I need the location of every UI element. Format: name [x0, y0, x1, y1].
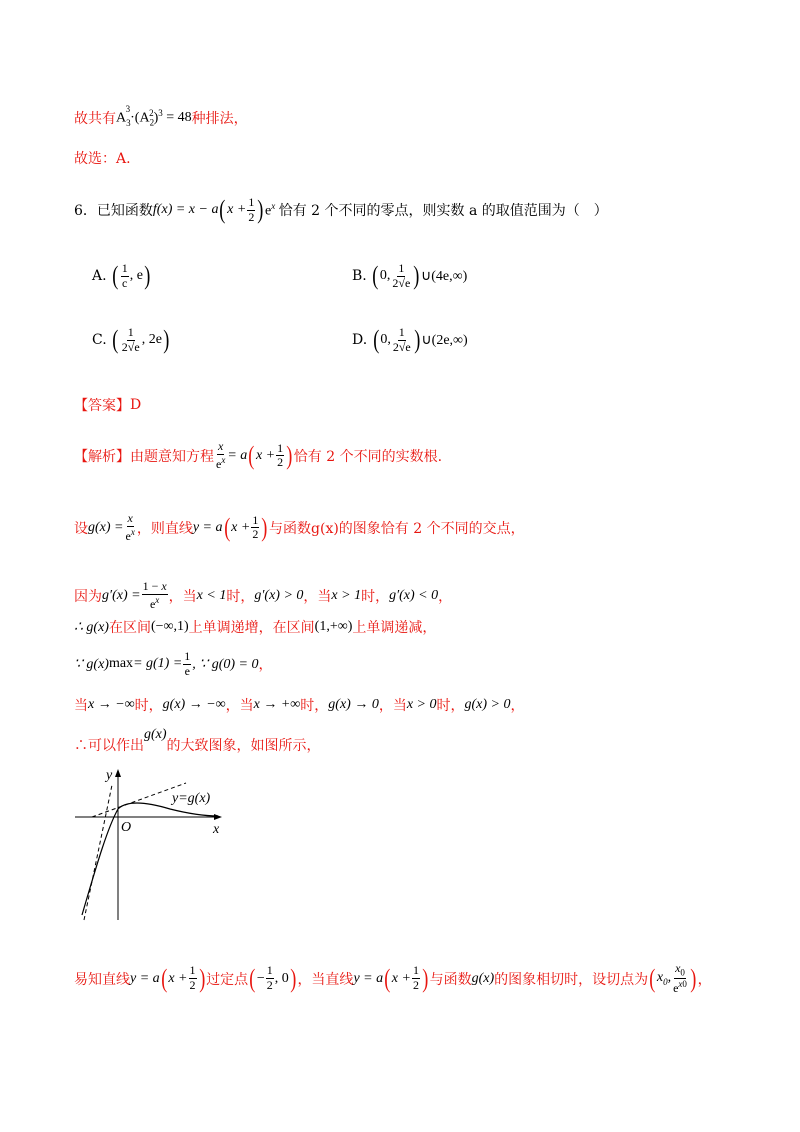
question-number: 6．已知函数	[74, 203, 153, 220]
option-c-text: , 2e	[141, 332, 162, 348]
text-prefix: 故共有	[74, 111, 116, 127]
answer-label: 【答案】	[74, 398, 130, 414]
lim-a: x → −∞	[88, 697, 135, 712]
lim-t4: 时，	[300, 698, 329, 714]
deriv-r2: g′(x) < 0	[389, 587, 439, 603]
lim-t7: ，	[510, 698, 525, 714]
last-g: ，	[697, 971, 712, 988]
g-curve	[82, 803, 218, 915]
last-a: 易知直线	[74, 971, 130, 988]
deriv-t5: ，	[438, 588, 453, 605]
draw-b: g(x)	[144, 727, 167, 742]
g-prefix: 设	[74, 520, 88, 537]
mono-f: 上单调递减，	[352, 620, 437, 636]
g-mid: ，则直线	[136, 520, 193, 537]
permutation-value: = 48	[166, 110, 192, 125]
text-suffix: 种排法，	[191, 111, 248, 127]
lim-c: x → +∞	[253, 697, 301, 712]
mono-b: 在区间	[108, 620, 151, 636]
mono-c: (−∞,1)	[150, 619, 189, 634]
lim-t2: 时，	[134, 698, 163, 714]
mono-e: (1,+∞)	[314, 619, 353, 634]
deriv-r1: g′(x) > 0	[254, 587, 304, 603]
lim-t5: ，当	[378, 698, 407, 714]
y-axis-arrow	[115, 769, 121, 777]
max-c: , ∵ g(0) = 0	[192, 656, 259, 672]
option-d-text: ∪(2e,∞)	[421, 332, 468, 348]
analysis-suffix: 恰有 2 个不同的实数根.	[293, 448, 443, 465]
tangent-line-steep	[84, 785, 112, 920]
deriv-t4: 时，	[361, 588, 390, 605]
last-f: 的图象相切时，设切点为	[494, 971, 649, 988]
x-label: x	[213, 822, 220, 837]
option-d-label: D.	[352, 332, 368, 349]
deriv-t1: ，当	[168, 588, 197, 605]
question-6: 6．已知函数 f(x) = x − a ( x + $\frac{1}{2}$ ) $e^x$ 恰有 2 个不同的零点，则实数 a 的取值范围为（ ）	[74, 195, 608, 225]
question-suffix: 恰有 2 个不同的零点，则实数 a 的取值范围为（ ）	[278, 203, 608, 220]
mono-a: ∴ g(x)	[74, 619, 109, 635]
option-b-label: B.	[352, 268, 367, 285]
answer-value: D	[130, 397, 142, 413]
x-axis-arrow	[214, 814, 222, 820]
max-line: ∵ g(x) max = g(1) = $\frac{1}{e}$ , ∵ g(0) = 0 ，	[74, 649, 273, 678]
g-suffix: 与函数g(x)的图象恰有 2 个不同的交点，	[269, 520, 525, 537]
draw-c: 的大致图象，如图所示，	[166, 738, 321, 754]
deriv-prefix: 因为	[74, 588, 102, 605]
choice-line	[74, 148, 131, 168]
option-c-label: C.	[92, 332, 107, 349]
answer-line	[74, 395, 141, 415]
lim-f: g(x) > 0	[464, 697, 511, 712]
limits-line	[74, 695, 525, 715]
option-a-text: , e	[129, 268, 143, 284]
function-graph	[70, 765, 240, 925]
function-expression: f(x) = x − a	[152, 202, 219, 218]
max-d: ，	[258, 657, 273, 674]
deriv-t2: 时，	[226, 588, 255, 605]
analysis-line: 【解析】由题意知方程 $\frac{x}{e^x}$ = a ( x + $\frac{1}{2}$ ) 恰有 2 个不同的实数根.	[74, 439, 443, 471]
last-b: 过定点	[206, 971, 249, 988]
last-d: 与函数	[429, 971, 472, 988]
tangent-line-text: 易知直线 y = a ( x + $\frac{1}{2}$ ) 过定点 ( − $\frac{1}{2}$ , 0 ) ，当直线 y = a ( x + $\frac{1}{2}$ ) 与函数 g(x) 的图象相切时，设切点为 ( $x_0$, $\frac{x_0}{e^{x0}}$ ) ，	[74, 961, 712, 995]
lim-t3: ，当	[225, 698, 254, 714]
draw-a: ∴可以作出	[74, 738, 144, 754]
mono-d: 上单调递增，在区间	[188, 620, 315, 636]
curve-label: y=g(x)	[172, 791, 211, 806]
deriv-c1: x < 1	[196, 587, 227, 603]
option-c[interactable]: C. ( $\frac{1}{2√e}$ , 2e )	[92, 325, 170, 355]
lim-t1: 当	[74, 698, 88, 714]
last-c: ，当直线	[297, 971, 354, 988]
max-a: ∵ g(x)	[74, 656, 109, 672]
max-sub: max	[108, 656, 134, 672]
option-a-label: A.	[92, 268, 107, 285]
permutation-expression: $A_3^3\cdot(A_2^2)^3$	[116, 104, 163, 128]
lim-d: g(x) → 0	[328, 697, 379, 712]
max-b: = g(1) =	[133, 656, 183, 672]
last-e: g(x)	[471, 970, 495, 986]
option-a[interactable]: A. ( $\frac{1}{c}$ , e )	[92, 261, 151, 291]
option-b[interactable]: B. ( 0, $\frac{1}{2√e}$ ) ∪(4e,∞)	[352, 261, 468, 291]
deriv-c2: x > 1	[331, 587, 362, 603]
option-b-text: ∪(4e,∞)	[420, 268, 468, 284]
origin-label: O	[121, 820, 132, 835]
y-label: y	[106, 768, 113, 783]
monotonic-line	[74, 617, 436, 637]
draw-line	[74, 727, 321, 755]
g-definition-line: 设 g(x) = $\frac{x}{e^x}$ ，则直线 y = a ( x + $\frac{1}{2}$ ) 与函数g(x)的图象恰有 2 个不同的交点，	[74, 511, 525, 543]
lim-t6: 时，	[436, 698, 465, 714]
permutation-line	[74, 104, 248, 128]
analysis-label: 【解析】由题意知方程	[74, 448, 214, 465]
lim-b: g(x) → −∞	[162, 697, 226, 712]
lim-e: x > 0	[406, 697, 437, 712]
choice-text: 故选：A.	[74, 151, 131, 167]
option-d[interactable]: D. ( 0, $\frac{1}{2√e}$ ) ∪(2e,∞)	[352, 325, 468, 355]
deriv-t3: ，当	[303, 588, 332, 605]
derivative-line: 因为 g′(x) = $\frac{1 - x}{e^x}$ ，当 x < 1 时， g′(x) > 0 ，当 x > 1 时， g′(x) < 0 ，	[74, 579, 453, 611]
fraction-half: $\frac{1}{2}$	[248, 195, 255, 224]
